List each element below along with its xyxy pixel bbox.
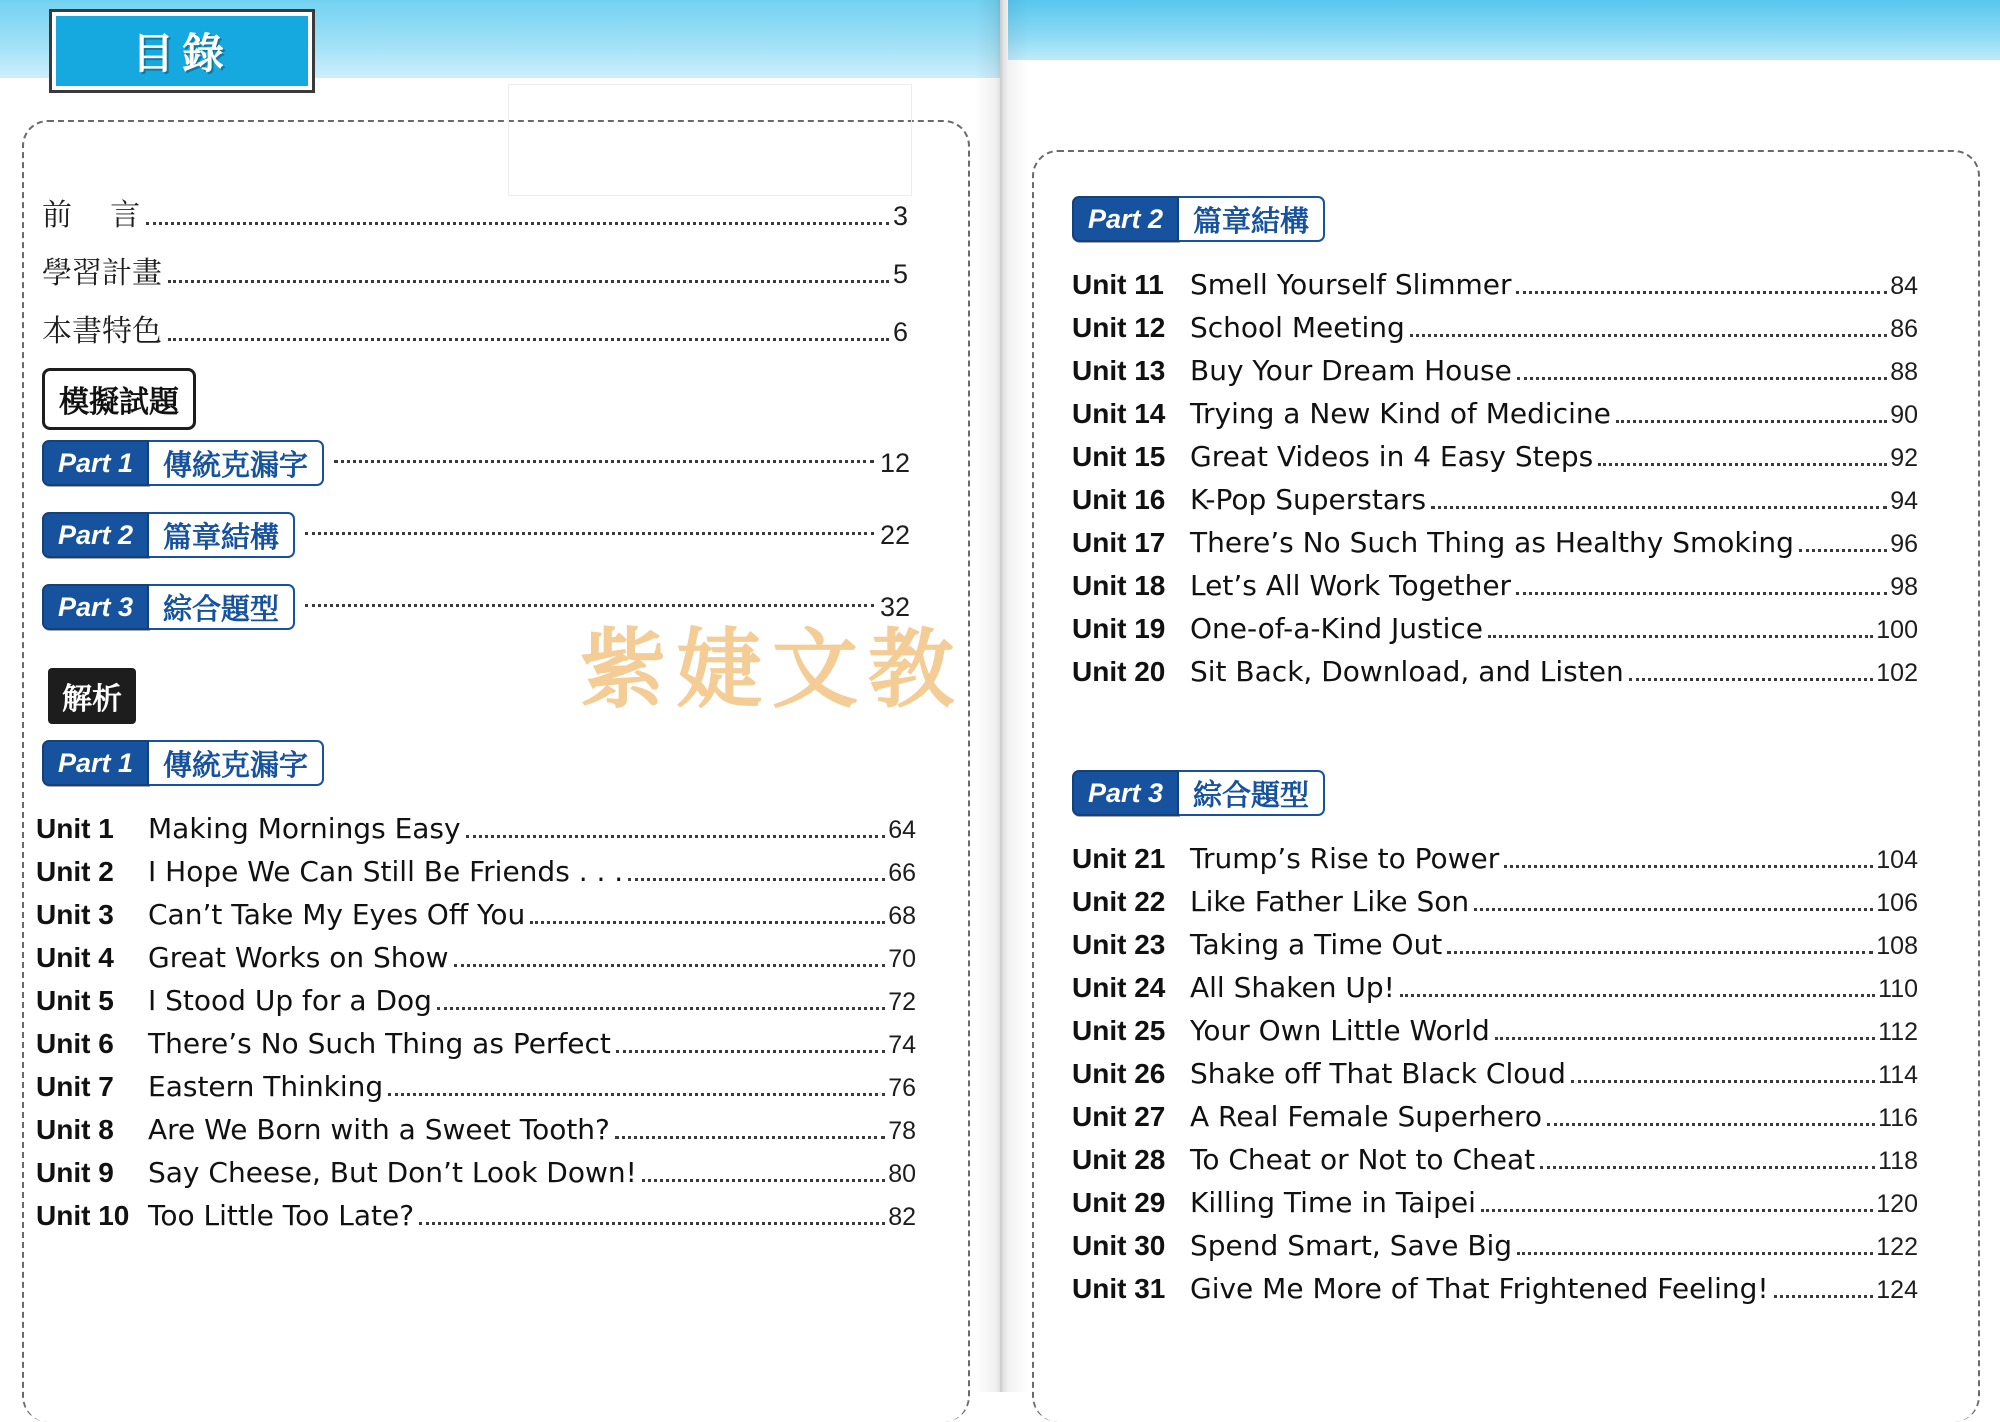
leader-dots [1410, 333, 1887, 337]
page-number: 22 [879, 519, 910, 550]
list-item[interactable] [36, 1156, 916, 1190]
part-badge: Part 2 [1072, 196, 1179, 242]
leader-dots [616, 1049, 885, 1053]
list-item[interactable] [42, 584, 910, 630]
unit-number: Unit 26 [1072, 1058, 1166, 1089]
leader-dots [1495, 1036, 1875, 1040]
list-item[interactable] [1072, 440, 1918, 474]
unit-number: Unit 29 [1072, 1187, 1166, 1218]
unit-number: Unit 23 [1072, 929, 1166, 960]
unit-title: Taking a Time Out [1190, 928, 1443, 961]
unit-number: Unit 16 [1072, 484, 1166, 515]
page-number: 32 [879, 591, 910, 622]
header-band-right [1008, 0, 2000, 60]
unit-number: Unit 7 [36, 1071, 114, 1102]
list-item[interactable] [1072, 1057, 1918, 1091]
page-number: 74 [888, 1031, 916, 1059]
unit-number: Unit 19 [1072, 613, 1166, 644]
unit-title: Can’t Take My Eyes Off You [148, 898, 526, 931]
leader-dots [530, 920, 885, 924]
leader-dots [1447, 950, 1873, 954]
list-item[interactable] [36, 812, 916, 846]
leader-dots [1481, 1208, 1873, 1212]
page-number: 112 [1878, 1018, 1918, 1046]
list-item[interactable] [36, 1113, 916, 1147]
unit-title: Let’s All Work Together [1190, 569, 1512, 602]
list-item[interactable] [1072, 483, 1918, 517]
list-item[interactable] [1072, 1229, 1918, 1263]
part-header [42, 512, 295, 558]
part-name: 綜合題型 [1179, 770, 1325, 816]
unit-number: Unit 21 [1072, 843, 1166, 874]
unit-title: I Stood Up for a Dog [148, 984, 432, 1017]
page-number: 118 [1878, 1147, 1918, 1175]
unit-title: Trying a New Kind of Medicine [1190, 397, 1611, 430]
page-number: 88 [1890, 358, 1918, 386]
unit-number: Unit 15 [1072, 441, 1166, 472]
unit-number: Unit 28 [1072, 1144, 1166, 1175]
list-item[interactable] [1072, 311, 1918, 345]
part-badge: Part 2 [42, 512, 149, 558]
leader-dots [388, 1092, 885, 1096]
leader-dots [628, 877, 885, 881]
part-header [42, 440, 324, 486]
part-name: 傳統克漏字 [149, 440, 324, 486]
list-item[interactable] [36, 1027, 916, 1061]
leader-dots [615, 1135, 885, 1139]
unit-title: Spend Smart, Save Big [1190, 1229, 1513, 1262]
leader-dots [1517, 376, 1887, 380]
unit-number: Unit 5 [36, 985, 114, 1016]
leader-dots [334, 459, 874, 463]
list-item[interactable] [1072, 1186, 1918, 1220]
page-number: 90 [1890, 401, 1918, 429]
list-item[interactable] [42, 248, 908, 292]
unit-number: Unit 2 [36, 856, 114, 887]
list-item[interactable] [1072, 569, 1918, 603]
unit-list-part1 [36, 812, 916, 1242]
unit-number: Unit 3 [36, 899, 114, 930]
unit-title: Shake off That Black Cloud [1190, 1057, 1566, 1090]
page-number: 120 [1876, 1190, 1918, 1218]
list-item[interactable] [36, 941, 916, 975]
section-heading-analysis: 解析 [48, 668, 136, 724]
leader-dots [642, 1178, 885, 1182]
unit-number: Unit 24 [1072, 972, 1166, 1003]
page-number: 108 [1876, 932, 1918, 960]
list-item[interactable] [36, 1199, 916, 1233]
unit-number: Unit 30 [1072, 1230, 1166, 1261]
list-item[interactable] [36, 1070, 916, 1104]
watermark: 紫婕文教 [580, 620, 964, 720]
leader-dots [1598, 462, 1887, 466]
page-number: 114 [1878, 1061, 1918, 1089]
part-badge: Part 3 [42, 584, 149, 630]
list-item[interactable] [42, 306, 908, 350]
page-number: 3 [892, 201, 908, 231]
list-item[interactable] [1072, 842, 1918, 876]
list-item[interactable] [1072, 612, 1918, 646]
page-number: 78 [888, 1117, 916, 1145]
unit-number: Unit 22 [1072, 886, 1166, 917]
unit-title: Like Father Like Son [1190, 885, 1470, 918]
part-badge: Part 1 [42, 440, 149, 486]
leader-dots [1504, 864, 1873, 868]
page-number: 82 [888, 1203, 916, 1231]
page-number: 92 [1890, 444, 1918, 472]
part-name: 篇章結構 [149, 512, 295, 558]
unit-list-part3 [1072, 842, 1918, 1315]
leader-dots [1616, 419, 1887, 423]
leader-dots [437, 1006, 885, 1010]
unit-number: Unit 6 [36, 1028, 114, 1059]
page-number: 86 [1890, 315, 1918, 343]
leader-dots [419, 1221, 885, 1225]
page-number: 84 [1890, 272, 1918, 300]
unit-number: Unit 31 [1072, 1273, 1166, 1304]
list-item[interactable] [36, 898, 916, 932]
list-item[interactable] [42, 440, 910, 486]
unit-number: Unit 14 [1072, 398, 1166, 429]
book-gutter-line [1000, 0, 1002, 1392]
unit-title: Too Little Too Late? [148, 1199, 415, 1232]
unit-number: Unit 27 [1072, 1101, 1166, 1132]
part-name: 綜合題型 [149, 584, 295, 630]
leader-dots [1540, 1165, 1875, 1169]
page-title [52, 12, 312, 90]
unit-number: Unit 13 [1072, 355, 1166, 386]
unit-title: Give Me More of That Frightened Feeling! [1190, 1272, 1769, 1305]
part-header-part2 [1072, 196, 1325, 242]
part-name: 傳統克漏字 [149, 740, 324, 786]
list-item[interactable] [42, 512, 910, 558]
unit-title: I Hope We Can Still Be Friends . . . [148, 855, 624, 888]
unit-title: Killing Time in Taipei [1190, 1186, 1476, 1219]
part-header [42, 584, 295, 630]
unit-number: Unit 25 [1072, 1015, 1166, 1046]
part-badge: Part 1 [42, 740, 149, 786]
page-number: 124 [1876, 1276, 1918, 1304]
unit-number: Unit 1 [36, 813, 114, 844]
page-number: 100 [1876, 616, 1918, 644]
page-number: 98 [1890, 573, 1918, 601]
leader-dots [1431, 505, 1887, 509]
unit-title: K-Pop Superstars [1190, 483, 1427, 516]
unit-title: There’s No Such Thing as Healthy Smoking [1190, 526, 1794, 559]
page-number: 122 [1876, 1233, 1918, 1261]
unit-title: To Cheat or Not to Cheat [1190, 1143, 1536, 1176]
list-item[interactable] [36, 855, 916, 889]
page-number: 106 [1876, 889, 1918, 917]
unit-title: One-of-a-Kind Justice [1190, 612, 1483, 645]
unit-title: Say Cheese, But Don’t Look Down! [148, 1156, 637, 1189]
list-item[interactable] [1072, 1014, 1918, 1048]
page-number: 5 [892, 259, 908, 289]
leader-dots [168, 279, 889, 283]
page-number: 72 [888, 988, 916, 1016]
unit-title: Eastern Thinking [148, 1070, 384, 1103]
unit-title: Your Own Little World [1190, 1014, 1490, 1047]
unit-title: There’s No Such Thing as Perfect [148, 1027, 611, 1060]
front-matter-label: 學習計畫 [42, 256, 162, 291]
leader-dots [1516, 290, 1887, 294]
leader-dots [305, 531, 874, 535]
section-heading-mock-exam: 模擬試題 [42, 368, 196, 430]
list-item[interactable] [1072, 655, 1918, 689]
leader-dots [1517, 1251, 1873, 1255]
part-name: 篇章結構 [1179, 196, 1325, 242]
part-header-part3 [1072, 770, 1325, 816]
list-item[interactable] [1072, 354, 1918, 388]
unit-title: All Shaken Up! [1190, 971, 1395, 1004]
page-number: 12 [879, 447, 910, 478]
leader-dots [1474, 907, 1873, 911]
unit-title: Making Mornings Easy [148, 812, 461, 845]
page-number: 80 [888, 1160, 916, 1188]
page-number: 96 [1890, 530, 1918, 558]
page-number: 66 [888, 859, 916, 887]
leader-dots [1799, 548, 1887, 552]
part-header-analysis-part1 [42, 740, 324, 786]
page-number: 6 [892, 317, 908, 347]
unit-list-part2 [1072, 268, 1918, 698]
list-item[interactable] [1072, 397, 1918, 431]
unit-number: Unit 18 [1072, 570, 1166, 601]
unit-number: Unit 12 [1072, 312, 1166, 343]
leader-dots [168, 337, 889, 341]
unit-title: Smell Yourself Slimmer [1190, 268, 1512, 301]
unit-number: Unit 10 [36, 1200, 130, 1231]
leader-dots [1400, 993, 1875, 997]
unit-title: Sit Back, Download, and Listen [1190, 655, 1624, 688]
front-matter-label: 本書特色 [42, 314, 162, 349]
page-number: 104 [1876, 846, 1918, 874]
unit-number: Unit 11 [1072, 269, 1164, 300]
unit-number: Unit 9 [36, 1157, 114, 1188]
page-number: 68 [888, 902, 916, 930]
unit-number: Unit 8 [36, 1114, 114, 1145]
book-gutter-shadow [975, 0, 1029, 1392]
unit-title: Great Videos in 4 Easy Steps [1190, 440, 1594, 473]
part-badge: Part 3 [1072, 770, 1179, 816]
page-title-text: 目錄 [131, 29, 232, 78]
leader-dots [146, 221, 889, 225]
page-number: 116 [1878, 1104, 1918, 1132]
unit-title: A Real Female Superhero [1190, 1100, 1542, 1133]
leader-dots [454, 963, 886, 967]
list-item[interactable] [1072, 971, 1918, 1005]
leader-dots [1774, 1294, 1874, 1298]
leader-dots [1547, 1122, 1875, 1126]
unit-title: Are We Born with a Sweet Tooth? [148, 1113, 610, 1146]
unit-number: Unit 20 [1072, 656, 1166, 687]
unit-title: Trump’s Rise to Power [1190, 842, 1500, 875]
leader-dots [1488, 634, 1873, 638]
page-number: 76 [888, 1074, 916, 1102]
page-number: 64 [888, 816, 916, 844]
list-item[interactable] [1072, 1272, 1918, 1306]
page-number: 110 [1878, 975, 1918, 1003]
page-number: 94 [1890, 487, 1918, 515]
list-item[interactable] [36, 984, 916, 1018]
list-item[interactable] [1072, 1100, 1918, 1134]
unit-title: Buy Your Dream House [1190, 354, 1512, 387]
list-item[interactable] [1072, 526, 1918, 560]
leader-dots [1516, 591, 1887, 595]
unit-title: School Meeting [1190, 311, 1405, 344]
decorative-box [508, 84, 912, 196]
list-item[interactable] [1072, 885, 1918, 919]
page-number: 102 [1876, 659, 1918, 687]
front-matter-list [42, 190, 908, 364]
unit-title: Great Works on Show [148, 941, 449, 974]
leader-dots [1571, 1079, 1875, 1083]
unit-number: Unit 17 [1072, 527, 1166, 558]
leader-dots [305, 603, 874, 607]
list-item[interactable] [42, 190, 908, 234]
list-item[interactable] [1072, 928, 1918, 962]
page-number: 70 [888, 945, 916, 973]
front-matter-label: 前 言 [42, 198, 141, 233]
leader-dots [1629, 677, 1874, 681]
list-item[interactable] [1072, 268, 1918, 302]
leader-dots [466, 834, 886, 838]
unit-number: Unit 4 [36, 942, 114, 973]
list-item[interactable] [1072, 1143, 1918, 1177]
